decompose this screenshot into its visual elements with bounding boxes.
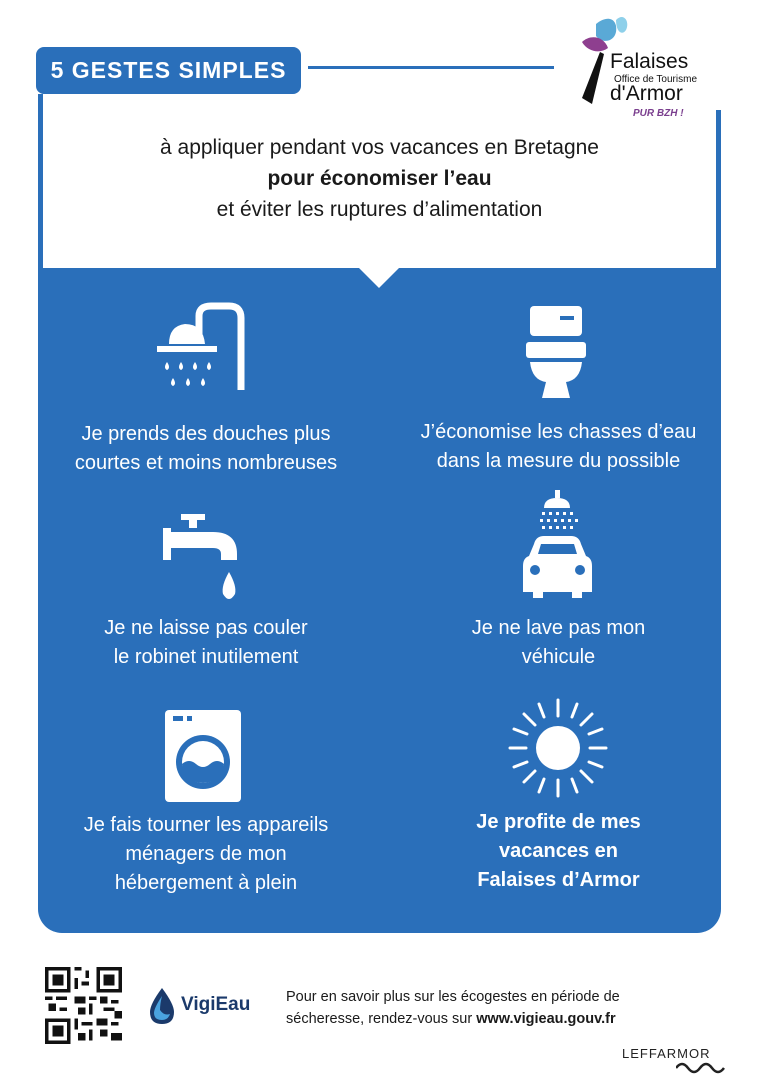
intro-line2: pour économiser l’eau bbox=[267, 167, 492, 190]
partner-waves-icon bbox=[676, 1060, 726, 1074]
gesture-tap-caption bbox=[41, 614, 371, 672]
frame-right-border bbox=[716, 110, 721, 270]
tap-icon bbox=[163, 514, 243, 604]
gesture-sun-line3: Falaises d’Armor bbox=[477, 869, 640, 891]
panel-notch bbox=[359, 268, 399, 288]
intro-text bbox=[43, 132, 716, 225]
logo-tagline: PUR BZH ! bbox=[633, 108, 684, 119]
footer-info bbox=[286, 986, 706, 1030]
gesture-toilet-caption bbox=[386, 418, 731, 476]
car-wash-icon bbox=[520, 490, 595, 605]
gesture-shower-caption bbox=[41, 420, 371, 478]
gesture-tap-line2: le robinet inutilement bbox=[113, 646, 299, 668]
gesture-washing-line1: Je fais tourner les appareils bbox=[83, 814, 329, 836]
partner-logo-text: LEFFARMOR bbox=[622, 1046, 711, 1061]
gesture-sun-line2: vacances en bbox=[499, 840, 618, 862]
vigieau-brand: VigiEau bbox=[181, 994, 251, 1015]
gesture-sun-caption bbox=[386, 808, 731, 895]
gesture-tap-line1: Je ne laisse pas couler bbox=[104, 617, 308, 639]
footer-text-line1: Pour en savoir plus sur les écogestes en période de bbox=[286, 989, 620, 1005]
intro-line1: à appliquer pendant vos vacances en Bretagne bbox=[160, 136, 599, 159]
gesture-car-caption bbox=[386, 614, 731, 672]
logo-subtitle: Office de Tourisme bbox=[614, 74, 698, 85]
gesture-toilet-line2: dans la mesure du possible bbox=[436, 450, 681, 472]
footer-text-line2 bbox=[286, 1008, 706, 1030]
vigieau-link[interactable]: www.vigieau.gouv.fr bbox=[476, 1011, 616, 1027]
gesture-washing-caption bbox=[41, 811, 371, 898]
qr-code-icon[interactable] bbox=[45, 967, 122, 1044]
gesture-car-line2: véhicule bbox=[521, 646, 596, 668]
gesture-washing-line2: ménagers de mon bbox=[125, 843, 287, 865]
shower-icon bbox=[155, 302, 245, 392]
logo-name-line2: d'Armor bbox=[610, 82, 683, 105]
toilet-icon bbox=[526, 306, 586, 401]
gesture-toilet-line1: J’économise les chasses d’eau bbox=[420, 421, 697, 443]
logo-name-line1: Falaises bbox=[610, 50, 689, 73]
header-title-badge: 5 GESTES SIMPLES bbox=[36, 47, 301, 94]
washing-machine-icon bbox=[165, 710, 241, 802]
gesture-shower-line1: Je prends des douches plus bbox=[81, 423, 331, 445]
header-divider bbox=[308, 66, 554, 69]
sun-icon bbox=[508, 698, 608, 798]
gesture-washing-line3: hébergement à plein bbox=[114, 872, 298, 894]
gesture-sun-line1: Je profite de mes bbox=[476, 811, 641, 833]
footer-text-line2-lead: sécheresse, rendez-vous sur bbox=[286, 1011, 473, 1027]
intro-line3: et éviter les ruptures d’alimentation bbox=[216, 198, 543, 221]
gesture-shower-line2: courtes et moins nombreuses bbox=[74, 452, 338, 474]
gesture-car-line1: Je ne lave pas mon bbox=[471, 617, 646, 639]
